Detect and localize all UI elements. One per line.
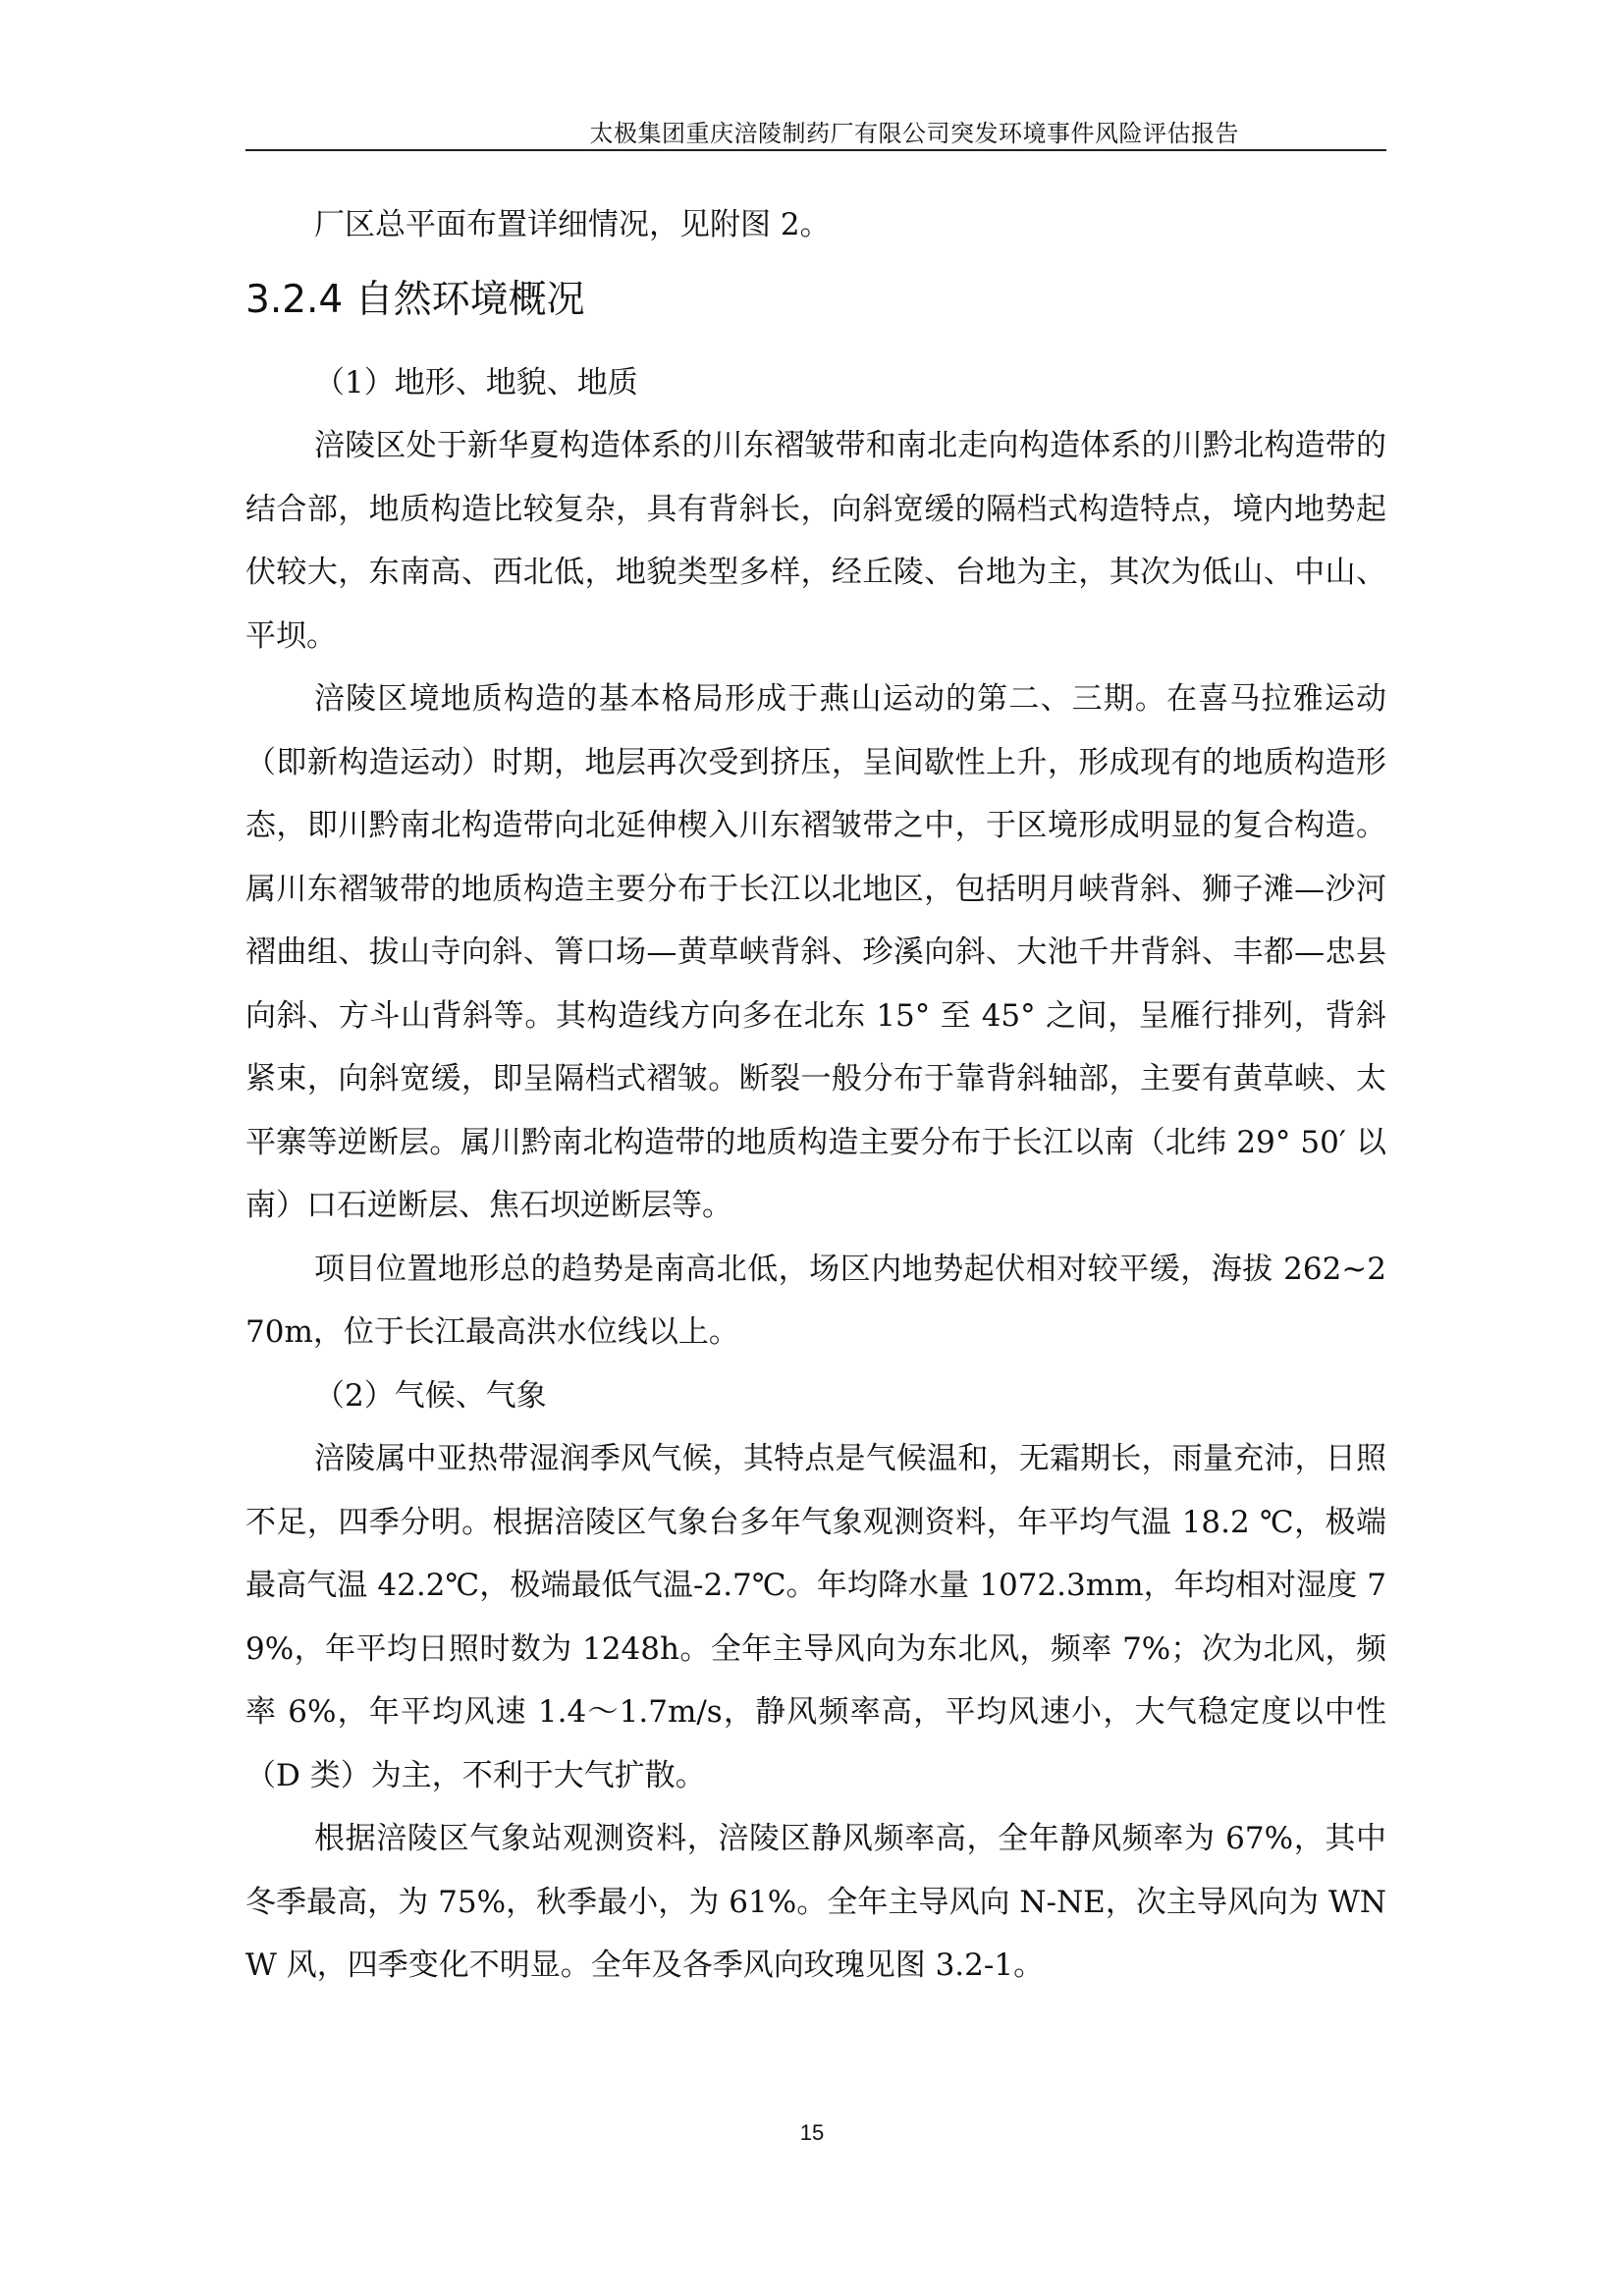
terrain-paragraph-3: 项目位置地形总的趋势是南高北低，场区内地势起伏相对较平缓，海拔 262~270m，位于长江最高洪水位线以上。	[245, 1251, 1386, 1350]
terrain-paragraph-1: 涪陵区处于新华夏构造体系的川东褶皱带和南北走向构造体系的川黔北构造带的结合部，地质构造比较复杂，具有背斜长，向斜宽缓的隔档式构造特点，境内地势起伏较大，东南高、西北低，地貌类型多样，经丘陵、台地为主，其次为低山、中山、平坝。	[245, 428, 1386, 654]
page-header	[245, 110, 1386, 151]
subsection-heading-terrain: （1）地形、地貌、地质	[314, 364, 638, 400]
climate-paragraph-1: 涪陵属中亚热带湿润季风气候，其特点是气候温和，无霜期长，雨量充沛，日照不足，四季分明。根据涪陵区气象台多年气象观测资料，年平均气温 18.2 ℃，极端最高气温 42.2℃，极端最低气温-2.7℃。年均降水量 1072.3mm，年均相对湿度 79%，年平均日照时数为 1248h。全年主导风向为东北风，频率 7%；次为北风，频率 6%，年平均风速 1.4～1.7m/s，静风频率高，平均风速小，大气稳定度以中性（D 类）为主，不利于大气扩散。	[245, 1441, 1386, 1793]
page-number: 15	[799, 2120, 825, 2145]
terrain-paragraph-2: 涪陵区境地质构造的基本格局形成于燕山运动的第二、三期。在喜马拉雅运动（即新构造运动）时期，地层再次受到挤压，呈间歇性上升，形成现有的地质构造形态，即川黔南北构造带向北延伸楔入川东褶皱带之中，于区境形成明显的复合构造。属川东褶皱带的地质构造主要分布于长江以北地区，包括明月峡背斜、狮子滩—沙河褶曲组、拔山寺向斜、箐口场—黄草峡背斜、珍溪向斜、大池千井背斜、丰都—忠县向斜、方斗山背斜等。其构造线方向多在北东 15° 至 45° 之间，呈雁行排列，背斜紧束，向斜宽缓，即呈隔档式褶皱。断裂一般分布于靠背斜轴部，主要有黄草峡、太平寨等逆断层。属川黔南北构造带的地质构造主要分布于长江以南（北纬 29° 50′ 以南）口石逆断层、焦石坝逆断层等。	[245, 681, 1386, 1223]
section-heading: 3.2.4 自然环境概况	[245, 277, 585, 322]
document-body	[245, 193, 1386, 1998]
intro-paragraph: 厂区总平面布置详细情况，见附图 2。	[314, 207, 831, 242]
climate-paragraph-2: 根据涪陵区气象站观测资料，涪陵区静风频率高，全年静风频率为 67%，其中冬季最高，为 75%，秋季最小，为 61%。全年主导风向 N-NE，次主导风向为 WNW 风，四季变化不明显。全年及各季风向玫瑰见图 3.2-1。	[245, 1821, 1386, 1983]
header-title: 太极集团重庆涪陵制药厂有限公司突发环境事件风险评估报告	[589, 120, 1239, 147]
subsection-heading-climate: （2）气候、气象	[314, 1377, 547, 1414]
